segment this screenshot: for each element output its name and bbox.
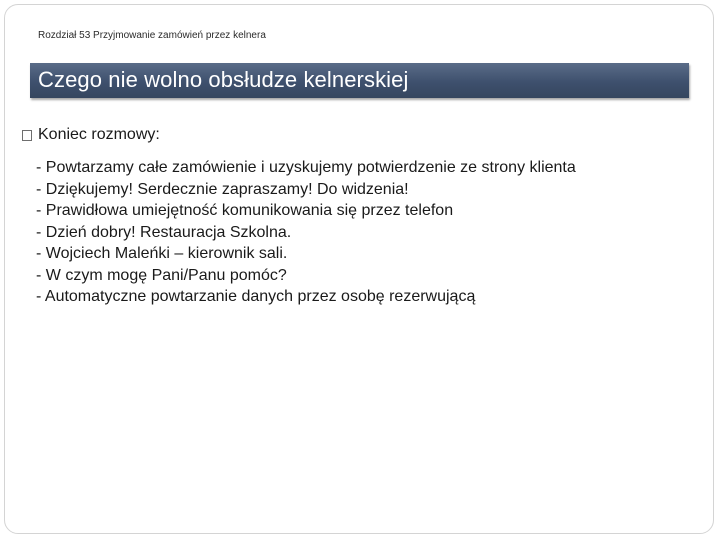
list-item: - W czym mogę Pani/Panu pomóc? <box>36 266 287 284</box>
content-list <box>36 157 576 308</box>
list-item: - Prawidłowa umiejętność komunikowania się przez telefon <box>36 202 454 219</box>
list-item: - Wojciech Maleńki – kierownik sali. <box>36 245 288 262</box>
slide-title: Czego nie wolno obsłudze kelnerskiej <box>38 67 409 92</box>
list-item: - Powtarzamy całe zamówienie i uzyskujemy potwierdzenie ze strony klienta <box>36 159 576 176</box>
title-bar <box>30 63 689 98</box>
square-bullet-icon <box>22 130 32 141</box>
section-heading: Koniec rozmowy: <box>38 126 160 143</box>
list-item: - Dziękujemy! Serdecznie zapraszamy! Do widzenia! <box>36 180 409 198</box>
list-item: - Automatyczne powtarzanie danych przez osobę rezerwującą <box>36 288 476 305</box>
chapter-header: Rozdział 53 Przyjmowanie zamówień przez kelnera <box>38 30 266 41</box>
list-item: - Dzień dobry! Restauracja Szkolna. <box>36 223 292 241</box>
section-heading-row <box>22 126 160 144</box>
